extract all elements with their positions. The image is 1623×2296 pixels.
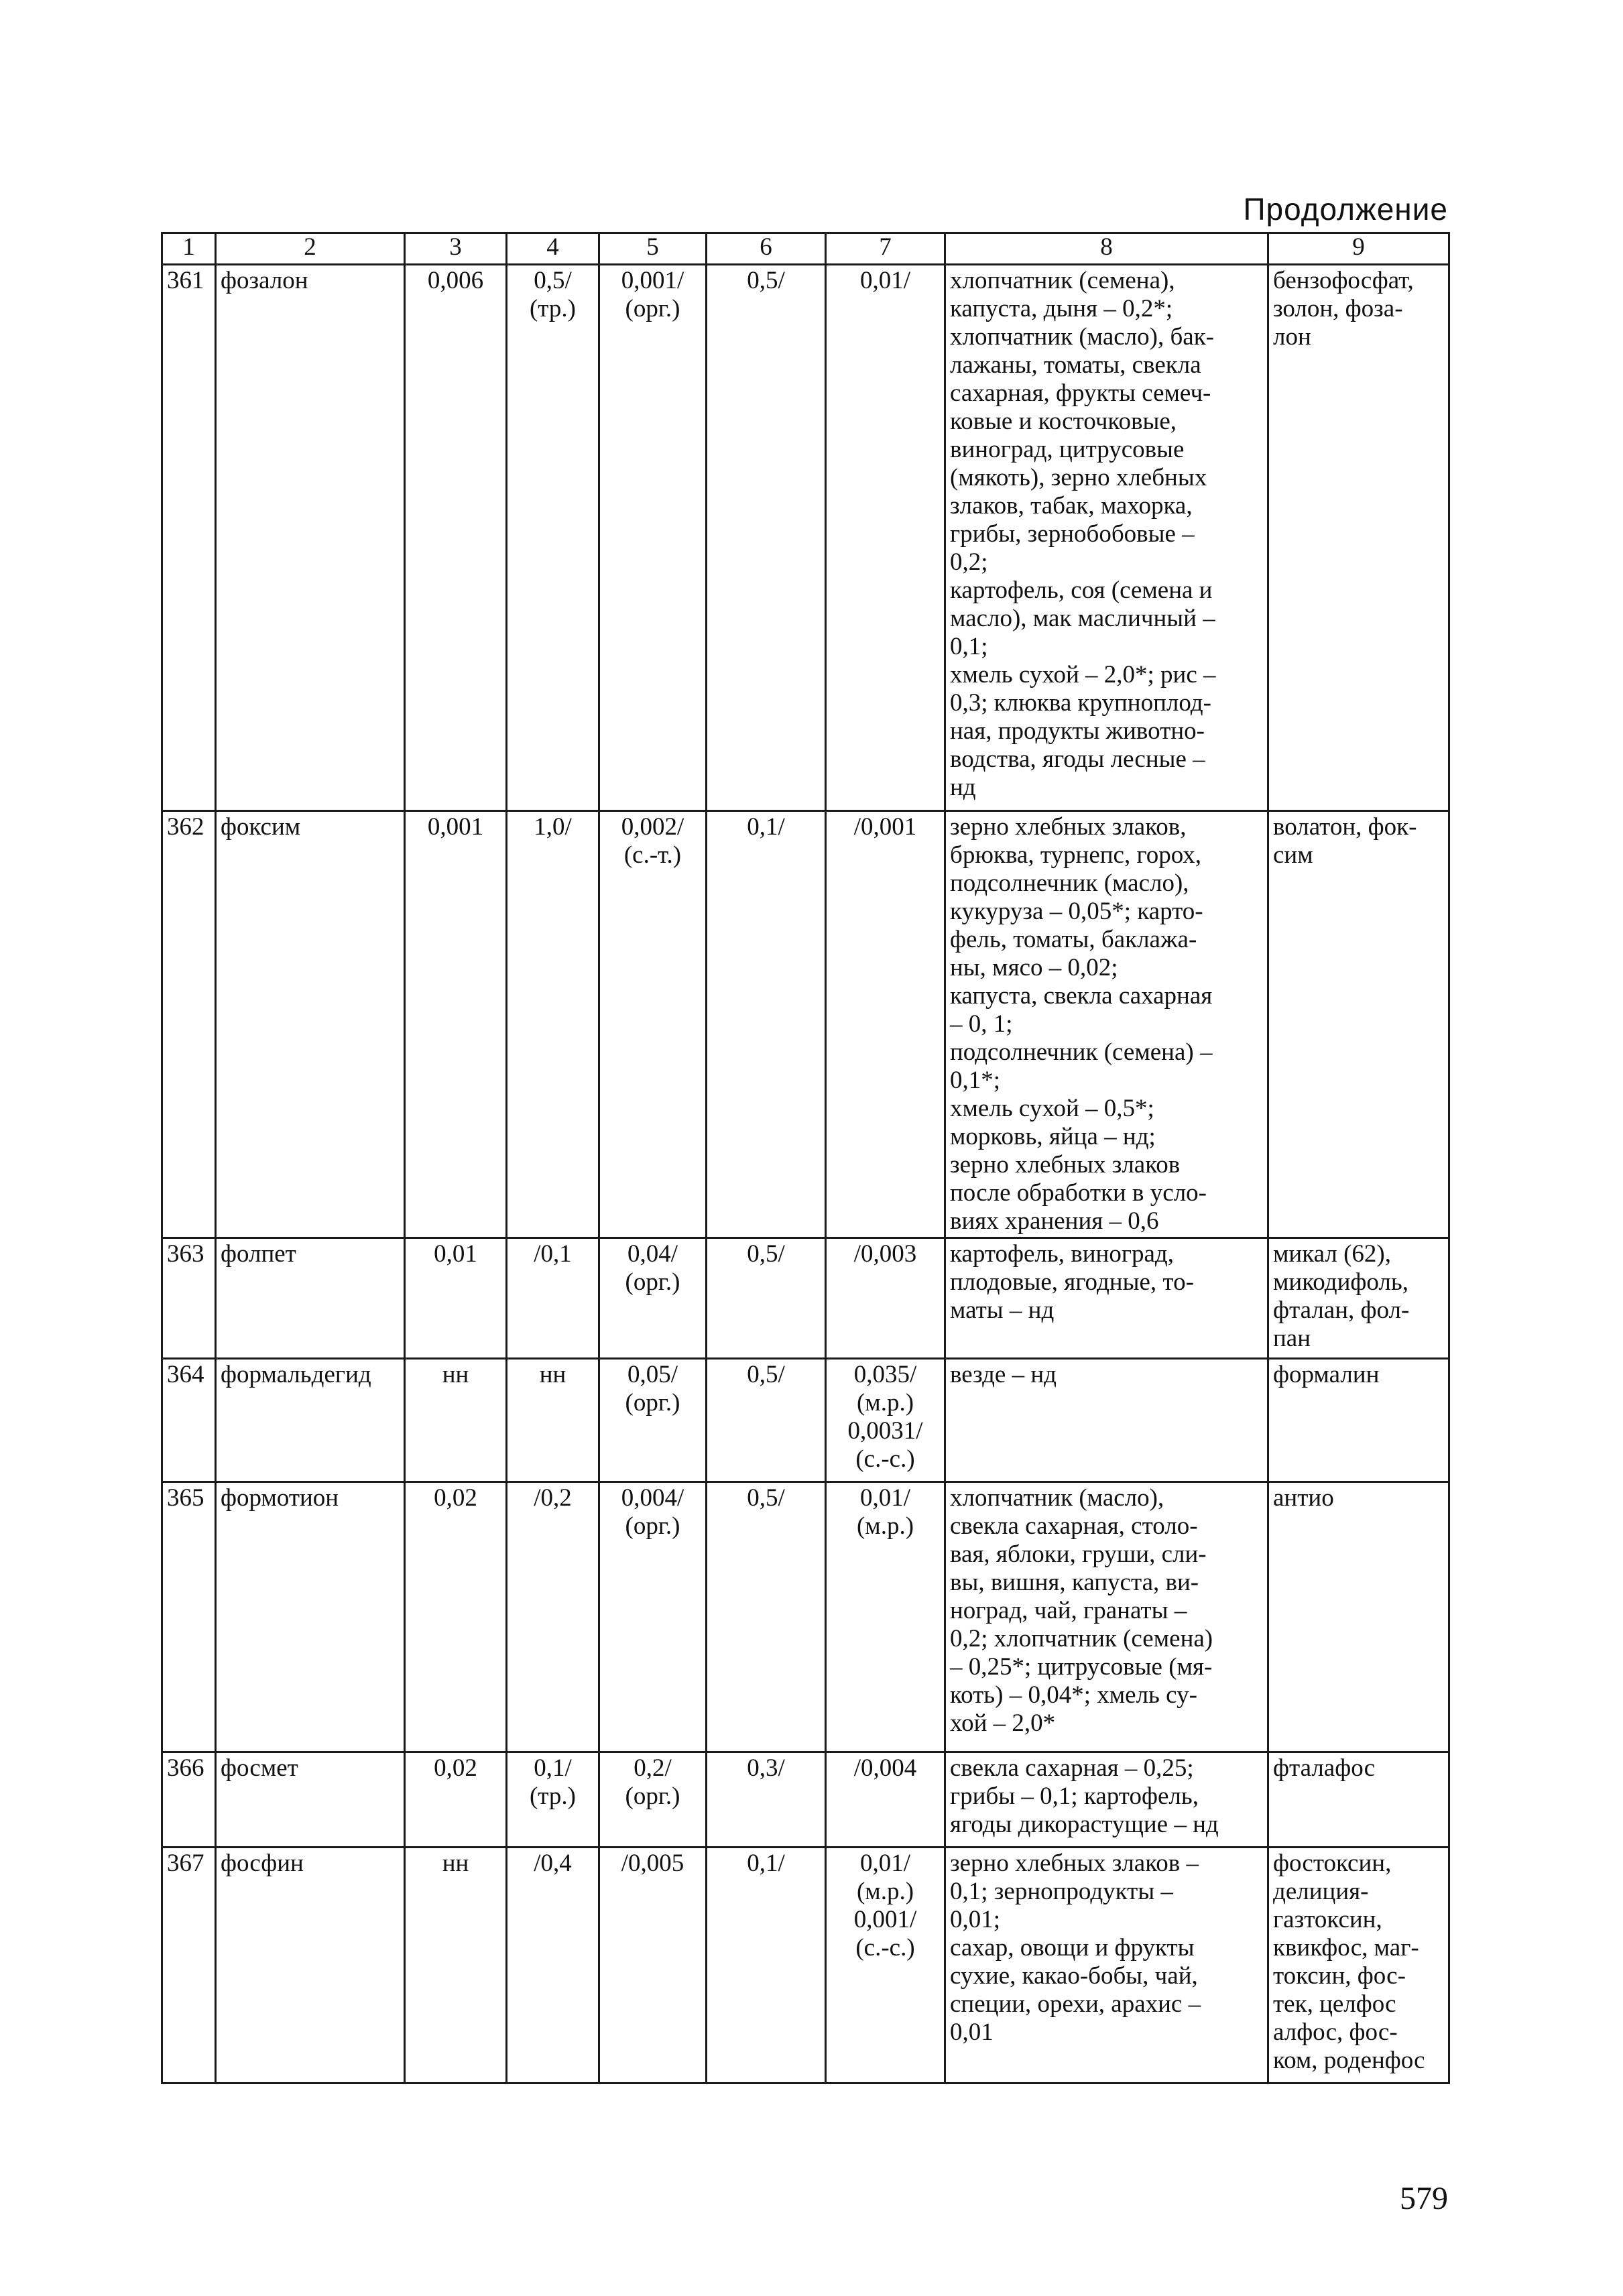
col5-value: 0,004/ (орг.) [599,1482,707,1752]
col4-value: /0,4 [507,1848,599,2083]
col6-value: 0,5/ [707,1238,826,1359]
col7-value: 0,01/ (м.р.) [826,1482,945,1752]
trade-names: бензофосфат, золон, фоза- лон [1268,265,1449,811]
row-number: 363 [162,1238,216,1359]
col6-value: 0,5/ [707,265,826,811]
row-number: 361 [162,265,216,811]
row-number: 366 [162,1752,216,1848]
table-row [162,1482,1449,1752]
col3-value: 0,01 [405,1238,507,1359]
col5-value: 0,002/ (с.-т.) [599,811,707,1238]
residue-limits: хлопчатник (масло), свекла сахарная, столо- вая, яблоки, груши, сли- вы, вишня, капуста, ви- ноград, чай, гранаты – 0,2; хлопчатник (семена) – 0,25*; цитрусовые (мя- коть) – 0,04*; хмель су- хой – 2,0* [945,1482,1268,1752]
table-row [162,811,1449,1238]
substance-name: формотион [216,1482,405,1752]
col4-value: 0,5/ (тр.) [507,265,599,811]
table-row [162,1238,1449,1359]
col4-value: 0,1/ (тр.) [507,1752,599,1848]
col4-value: /0,2 [507,1482,599,1752]
col-header-9: 9 [1268,233,1449,265]
residue-limits: зерно хлебных злаков, брюква, турнепс, горох, подсолнечник (масло), кукуруза – 0,05*; карто- фель, томаты, баклажа- ны, мясо – 0,02; капуста, свекла сахарная – 0, 1; подсолнечник (семена) – 0,1*; хмель сухой – 0,5*; морковь, яйца – нд; зерно хлебных злаков после обработки в усло- виях хранения – 0,6 [945,811,1268,1238]
col-header-2: 2 [216,233,405,265]
col5-value: /0,005 [599,1848,707,2083]
residue-limits: зерно хлебных злаков – 0,1; зернопродукты – 0,01; сахар, овощи и фрукты сухие, какао-бобы, чай, специи, орехи, арахис – 0,01 [945,1848,1268,2083]
col6-value: 0,3/ [707,1752,826,1848]
trade-names: формалин [1268,1359,1449,1482]
table-row [162,265,1449,811]
trade-names: микал (62), микодифоль, фталан, фол- пан [1268,1238,1449,1359]
col5-value: 0,001/ (орг.) [599,265,707,811]
row-number: 364 [162,1359,216,1482]
pesticide-table [161,232,1450,2084]
table-row [162,1752,1449,1848]
residue-limits: везде – нд [945,1359,1268,1482]
table-row [162,1359,1449,1482]
col4-value: нн [507,1359,599,1482]
substance-name: фолпет [216,1238,405,1359]
col3-value: 0,02 [405,1752,507,1848]
substance-name: фоксим [216,811,405,1238]
col4-value: /0,1 [507,1238,599,1359]
col6-value: 0,5/ [707,1359,826,1482]
substance-name: фосмет [216,1752,405,1848]
col6-value: 0,5/ [707,1482,826,1752]
col-header-5: 5 [599,233,707,265]
col6-value: 0,1/ [707,811,826,1238]
col7-value: /0,004 [826,1752,945,1848]
residue-limits: картофель, виноград, плодовые, ягодные, то- маты – нд [945,1238,1268,1359]
residue-limits: свекла сахарная – 0,25; грибы – 0,1; картофель, ягоды дикорастущие – нд [945,1752,1268,1848]
row-number: 362 [162,811,216,1238]
col-header-4: 4 [507,233,599,265]
col5-value: 0,05/ (орг.) [599,1359,707,1482]
col7-value: 0,01/ [826,265,945,811]
column-number-row [162,233,1449,265]
col3-value: 0,02 [405,1482,507,1752]
col7-value: /0,001 [826,811,945,1238]
col5-value: 0,04/ (орг.) [599,1238,707,1359]
col-header-8: 8 [945,233,1268,265]
col7-value: /0,003 [826,1238,945,1359]
trade-names: антио [1268,1482,1449,1752]
col3-value: нн [405,1359,507,1482]
trade-names: фталафос [1268,1752,1449,1848]
col-header-7: 7 [826,233,945,265]
page-number: 579 [1400,2181,1448,2216]
trade-names: фостоксин, делиция- газтоксин, квикфос, маг- токсин, фос- тек, целфос алфос, фос- ком, роденфос [1268,1848,1449,2083]
residue-limits: хлопчатник (семена), капуста, дыня – 0,2*; хлопчатник (масло), бак- лажаны, томаты, свекла сахарная, фрукты семеч- ковые и косточковые, виноград, цитрусовые (мякоть), зерно хлебных злаков, табак, махорка, грибы, зернобобовые – 0,2; картофель, соя (семена и масло), мак масличный – 0,1; хмель сухой – 2,0*; рис – 0,3; клюква крупноплод- ная, продукты животно- водства, ягоды лесные – нд [945,265,1268,811]
col4-value: 1,0/ [507,811,599,1238]
col7-value: 0,01/ (м.р.) 0,001/ (с.-с.) [826,1848,945,2083]
col5-value: 0,2/ (орг.) [599,1752,707,1848]
continuation-caption: Продолжение [1243,192,1448,227]
row-number: 367 [162,1848,216,2083]
substance-name: фозалон [216,265,405,811]
col3-value: 0,006 [405,265,507,811]
table-row [162,1848,1449,2083]
row-number: 365 [162,1482,216,1752]
substance-name: фосфин [216,1848,405,2083]
col-header-1: 1 [162,233,216,265]
col3-value: 0,001 [405,811,507,1238]
substance-name: формальдегид [216,1359,405,1482]
col3-value: нн [405,1848,507,2083]
col-header-3: 3 [405,233,507,265]
col7-value: 0,035/ (м.р.) 0,0031/ (с.-с.) [826,1359,945,1482]
col-header-6: 6 [707,233,826,265]
col6-value: 0,1/ [707,1848,826,2083]
trade-names: волатон, фок- сим [1268,811,1449,1238]
